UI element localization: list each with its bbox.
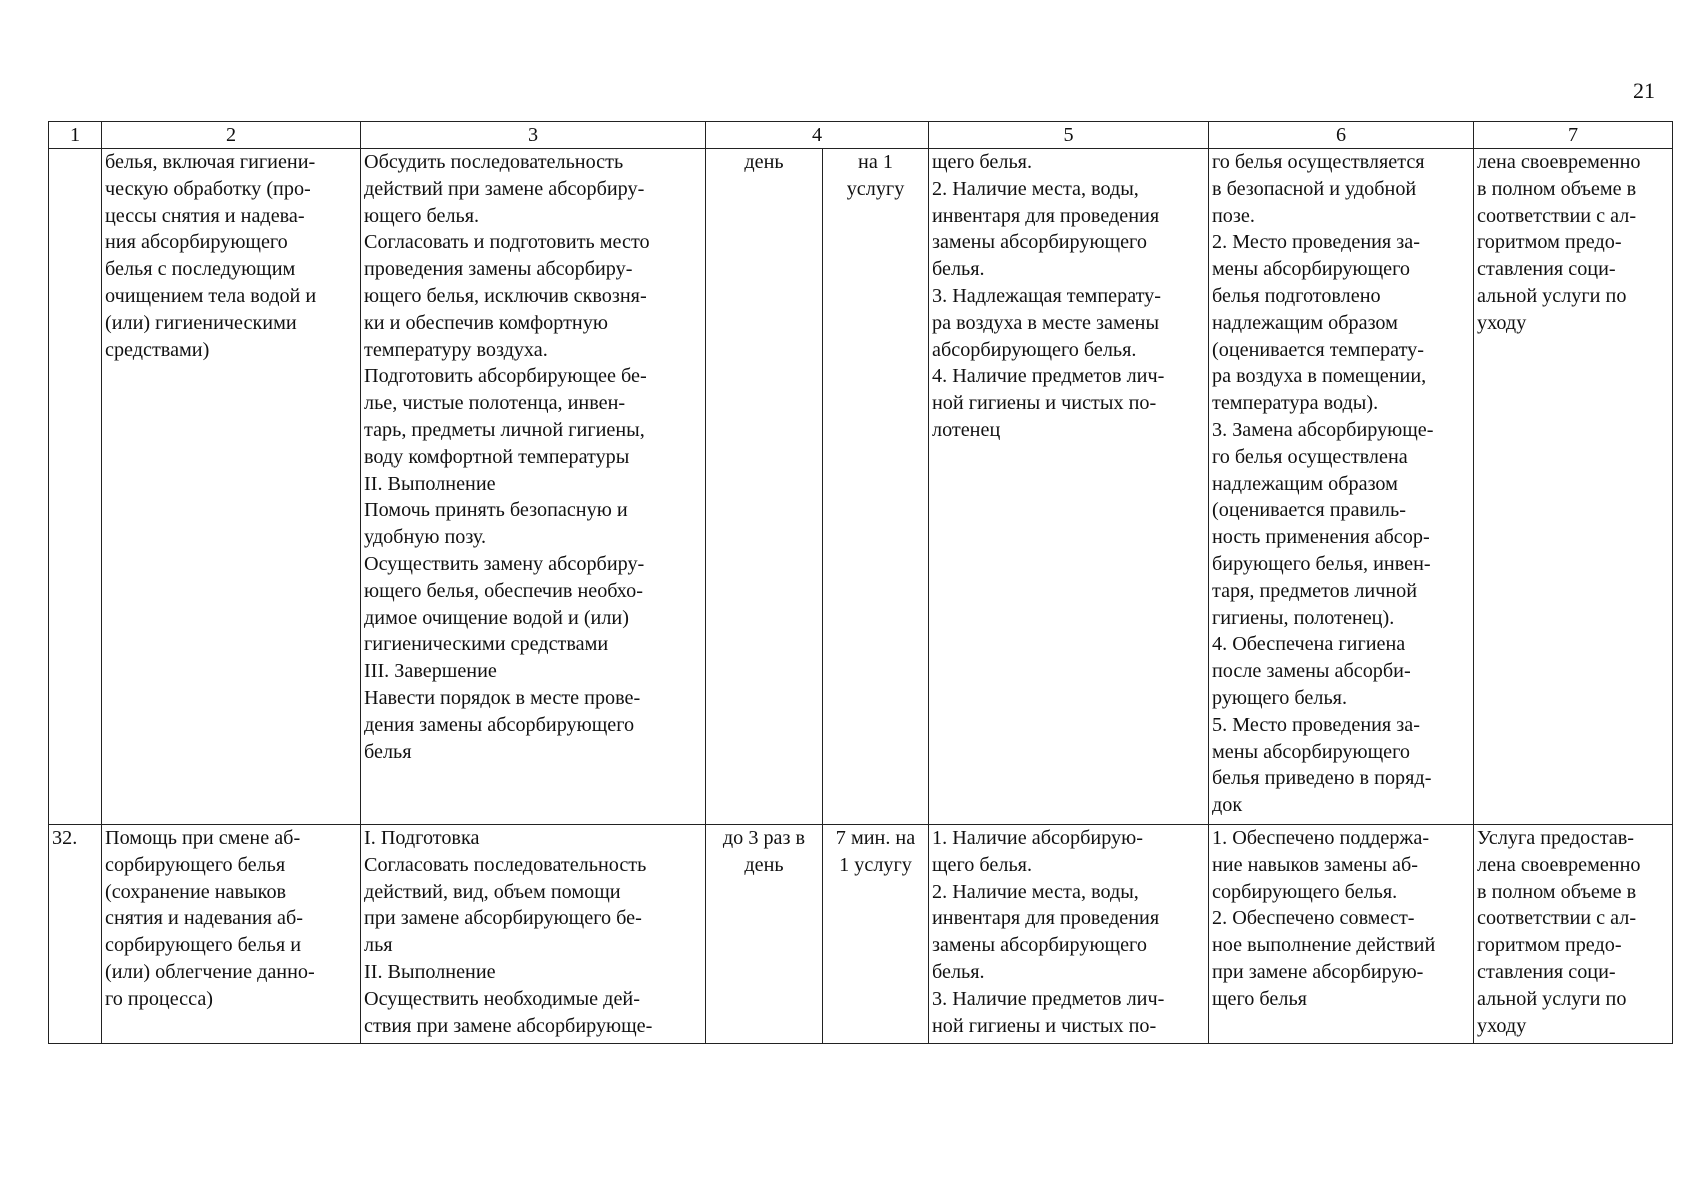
service-description-cell: I. Подготовка Согласовать последовательность действий, вид, объем помощи при замене абсорбирующего бе- лья II. Выполнение Осуществить необходимые дей- ствия при замене абсорбирующе-: [361, 825, 706, 1044]
header-col-2: 2: [102, 122, 361, 149]
duration-cell: на 1 услугу: [823, 149, 929, 825]
service-name-cell: Помощь при смене аб- сорбирующего белья (сохранение навыков снятия и надевания аб- сорбирующего белья и (или) облегчение данно- го процесса): [102, 825, 361, 1044]
conditions-cell: 1. Наличие абсорбирую- щего белья. 2. Наличие места, воды, инвентаря для проведения замены абсорбирующего белья. 3. Наличие предметов лич- ной гигиены и чистых по-: [929, 825, 1209, 1044]
header-col-3: 3: [361, 122, 706, 149]
evaluation-cell: лена своевременно в полном объеме в соответствии с ал- горитмом предо- ставления соци- альной услуги по уходу: [1474, 149, 1673, 825]
page-number: 21: [1633, 78, 1655, 103]
service-name-cell: белья, включая гигиени- ческую обработку (про- цессы снятия и надева- ния абсорбирующего белья с последующим очищением тела водой и (или) гигиеническими средствами): [102, 149, 361, 825]
service-description-cell: Обсудить последовательность действий при замене абсорбиру- ющего белья. Согласовать и подготовить место проведения замены абсорбиру- ющего белья, исключив сквозня- ки и обеспечив комфортную температуру воздуха. Подготовить абсорбирующее бе- лье, чистые полотенца, инвен- тарь, предметы личной гигиены, воду комфортной температуры II. Выполнение Помочь принять безопасную и удобную позу. Осуществить замену абсорбиру- ющего белья, обеспечив необхо- димое очищение водой и (или) гигиеническими средствами III. Завершение Навести порядок в месте прове- дения замены абсорбирующего белья: [361, 149, 706, 825]
header-col-5: 5: [929, 122, 1209, 149]
table-row: [49, 825, 1673, 1044]
evaluation-cell: Услуга предостав- лена своевременно в полном объеме в соответствии с ал- горитмом предо- ставления соци- альной услуги по уходу: [1474, 825, 1673, 1044]
row-number-cell: 32.: [49, 825, 102, 1044]
service-standards-table: [48, 121, 1673, 1044]
quality-indicators-cell: го белья осуществляется в безопасной и удобной позе. 2. Место проведения за- мены абсорбирующего белья подготовлено надлежащим образом (оценивается температу- ра воздуха в помещении, температура воды). 3. Замена абсорбирующе- го белья осуществлена надлежащим образом (оценивается правиль- ность применения абсор- бирующего белья, инвен- таря, предметов личной гигиены, полотенец). 4. Обеспечена гигиена после замены абсорби- рующего белья. 5. Место проведения за- мены абсорбирующего белья приведено в поряд- док: [1209, 149, 1474, 825]
row-number-cell: [49, 149, 102, 825]
duration-cell: 7 мин. на 1 услугу: [823, 825, 929, 1044]
frequency-cell: до 3 раз в день: [706, 825, 823, 1044]
table-header-row: [49, 122, 1673, 149]
header-col-1: 1: [49, 122, 102, 149]
header-col-4: 4: [706, 122, 929, 149]
header-col-6: 6: [1209, 122, 1474, 149]
table-row: [49, 149, 1673, 825]
conditions-cell: щего белья. 2. Наличие места, воды, инвентаря для проведения замены абсорбирующего белья. 3. Надлежащая температу- ра воздуха в месте замены абсорбирующего белья. 4. Наличие предметов лич- ной гигиены и чистых по- лотенец: [929, 149, 1209, 825]
quality-indicators-cell: 1. Обеспечено поддержа- ние навыков замены аб- сорбирующего белья. 2. Обеспечено совмест- ное выполнение действий при замене абсорбирую- щего белья: [1209, 825, 1474, 1044]
frequency-cell: день: [706, 149, 823, 825]
header-col-7: 7: [1474, 122, 1673, 149]
